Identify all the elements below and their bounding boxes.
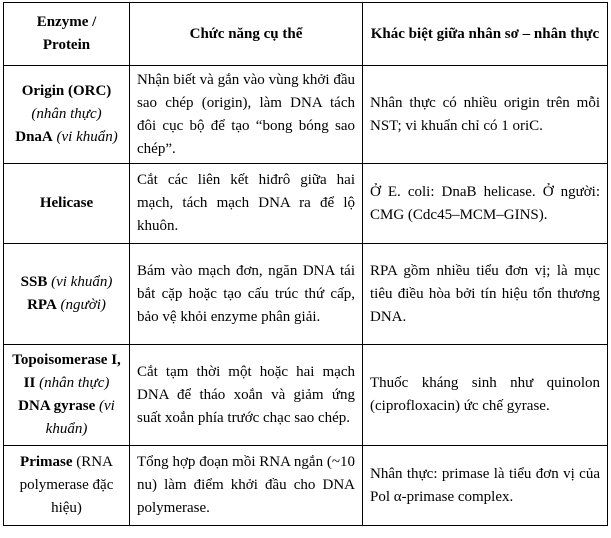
enzyme-cell (4, 66, 130, 164)
difference-cell: RPA gồm nhiều tiểu đơn vị; là mục tiêu điều hòa bởi tín hiệu tổn thương DNA. (363, 244, 608, 345)
table-row (4, 345, 608, 446)
header-enzyme: Enzyme / Protein (4, 3, 130, 66)
difference-cell: Thuốc kháng sinh như quinolon (ciprofloxacin) ức chế gyrase. (363, 345, 608, 446)
enzyme-note: (vi khuẩn) (47, 274, 113, 290)
table-row (4, 244, 608, 345)
difference-cell: Ở E. coli: DnaB helicase. Ở người: CMG (Cdc45–MCM–GINS). (363, 164, 608, 244)
enzyme-name: Primase (20, 454, 73, 470)
table-row (4, 66, 608, 164)
function-cell: Tổng hợp đoạn mồi RNA ngắn (~10 nu) làm điểm khởi đầu cho DNA polymerase. (130, 446, 363, 526)
function-cell: Cắt tạm thời một hoặc hai mạch DNA để tháo xoắn và giảm ứng suất xoắn phía trước chạc sao chép. (130, 345, 363, 446)
enzyme-note: (nhân thực) (31, 106, 102, 122)
function-cell: Bám vào mạch đơn, ngăn DNA tái bắt cặp hoặc tạo cấu trúc thứ cấp, bảo vệ khỏi enzyme phân giải. (130, 244, 363, 345)
enzyme-name: Origin (ORC) (21, 83, 112, 99)
difference-cell: Nhân thực có nhiều origin trên mỗi NST; vi khuẩn chỉ có 1 oriC. (363, 66, 608, 164)
enzyme-comparison-table (3, 2, 608, 526)
header-row (4, 3, 608, 66)
enzyme-cell (4, 345, 130, 446)
function-cell: Cắt các liên kết hiđrô giữa hai mạch, tách mạch DNA ra để lộ khuôn. (130, 164, 363, 244)
enzyme-cell (4, 446, 130, 526)
enzyme-cell (4, 164, 130, 244)
enzyme-note: (vi khuẩn) (52, 129, 118, 145)
enzyme-note: (nhân thực) (35, 375, 110, 391)
enzyme-note: (người) (56, 297, 106, 313)
table-row (4, 164, 608, 244)
difference-cell: Nhân thực: primase là tiểu đơn vị của Pol α-primase complex. (363, 446, 608, 526)
enzyme-name: DNA gyrase (18, 398, 96, 414)
enzyme-note: (vi khuẩn) (45, 398, 115, 437)
enzyme-name: RPA (27, 297, 57, 313)
enzyme-name: Helicase (39, 195, 94, 211)
enzyme-name: DnaA (15, 129, 53, 145)
table-row (4, 446, 608, 526)
function-cell: Nhận biết và gắn vào vùng khởi đầu sao chép (origin), làm DNA tách đôi cục bộ để tạo “bong bóng sao chép”. (130, 66, 363, 164)
enzyme-cell (4, 244, 130, 345)
header-function: Chức năng cụ thể (130, 3, 363, 66)
enzyme-note: (RNA polymerase đặc hiệu) (19, 454, 114, 516)
enzyme-name: SSB (20, 274, 48, 290)
header-difference: Khác biệt giữa nhân sơ – nhân thực (363, 3, 608, 66)
enzyme-name: Topoisomerase I, II (12, 352, 121, 391)
